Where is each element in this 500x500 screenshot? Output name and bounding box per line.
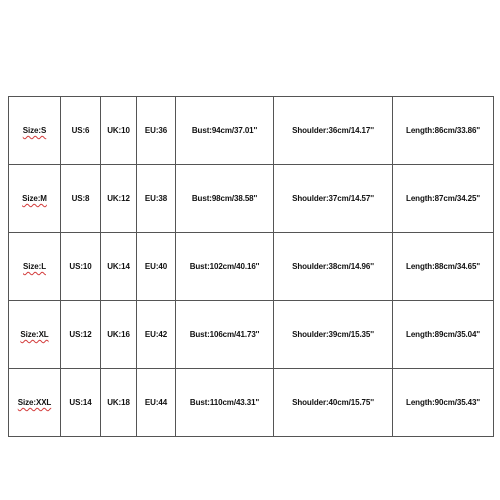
- size-cell: [9, 369, 61, 437]
- size-row-xxl: [9, 369, 494, 437]
- size-cell: [9, 165, 61, 233]
- uk-size-cell: UK:14: [101, 233, 137, 301]
- shoulder-cell: Shoulder:38cm/14.96'': [274, 233, 393, 301]
- size-cell: [9, 97, 61, 165]
- length-cell: Length:89cm/35.04'': [393, 301, 494, 369]
- size-row-s: [9, 97, 494, 165]
- length-cell: Length:88cm/34.65'': [393, 233, 494, 301]
- length-cell: Length:87cm/34.25'': [393, 165, 494, 233]
- size-label: Size:M: [22, 194, 47, 203]
- us-size-cell: US:6: [61, 97, 101, 165]
- size-cell: [9, 301, 61, 369]
- length-cell: Length:86cm/33.86'': [393, 97, 494, 165]
- eu-size-cell: EU:44: [137, 369, 176, 437]
- shoulder-cell: Shoulder:37cm/14.57'': [274, 165, 393, 233]
- eu-size-cell: EU:38: [137, 165, 176, 233]
- size-row-l: [9, 233, 494, 301]
- shoulder-cell: Shoulder:36cm/14.17'': [274, 97, 393, 165]
- size-cell: [9, 233, 61, 301]
- size-label: Size:XL: [20, 330, 49, 339]
- size-label: Size:L: [23, 262, 46, 271]
- eu-size-cell: EU:42: [137, 301, 176, 369]
- bust-cell: Bust:110cm/43.31'': [176, 369, 274, 437]
- uk-size-cell: UK:16: [101, 301, 137, 369]
- uk-size-cell: UK:12: [101, 165, 137, 233]
- us-size-cell: US:12: [61, 301, 101, 369]
- size-row-m: [9, 165, 494, 233]
- size-row-xl: [9, 301, 494, 369]
- us-size-cell: US:14: [61, 369, 101, 437]
- bust-cell: Bust:102cm/40.16'': [176, 233, 274, 301]
- eu-size-cell: EU:36: [137, 97, 176, 165]
- uk-size-cell: UK:18: [101, 369, 137, 437]
- us-size-cell: US:8: [61, 165, 101, 233]
- length-cell: Length:90cm/35.43'': [393, 369, 494, 437]
- size-label: Size:XXL: [17, 398, 52, 407]
- bust-cell: Bust:106cm/41.73'': [176, 301, 274, 369]
- us-size-cell: US:10: [61, 233, 101, 301]
- size-chart-table: [8, 96, 494, 437]
- size-label: Size:S: [22, 126, 47, 135]
- eu-size-cell: EU:40: [137, 233, 176, 301]
- bust-cell: Bust:94cm/37.01'': [176, 97, 274, 165]
- shoulder-cell: Shoulder:40cm/15.75'': [274, 369, 393, 437]
- shoulder-cell: Shoulder:39cm/15.35'': [274, 301, 393, 369]
- bust-cell: Bust:98cm/38.58'': [176, 165, 274, 233]
- uk-size-cell: UK:10: [101, 97, 137, 165]
